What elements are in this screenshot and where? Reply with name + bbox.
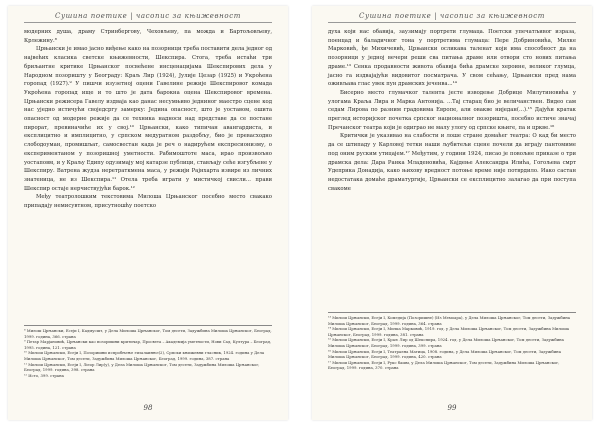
footnote: ¹⁶ Милош Црњански, Есеји I, Театрална Матица, 1908. година, у Дела Милоша Црњанског, Том десети, Задужбина Милоша Црњанског, Београд, 1999. година, 420. страна (328, 348, 561, 360)
footnote: ¹³ Милош Црњански, Есеји I, Комедија (Позоришне) (Из Мемоара), у Дела Милоша Црњанског, Том десети, Задужбина Милоша Црњанског, Београд, 1999. година, 364. страна (328, 315, 571, 326)
page-number-left: 98 (143, 404, 153, 412)
footnote: ¹⁷ Милош Црњански, Есеји I, Рукс башм, у Дела Милоша Црњанског, Том десети, Задужбина Милоша Црњанског, Београд, 1999. година, 370. страна (328, 359, 560, 371)
footnote: ⁸ Милош Црњански, Есеји I, Кадмусшт, у Дела Милоша Црњанског, Том десети, Задужбина Милоша Црњанског, Београд, 1999. година, 366. страна (24, 328, 272, 339)
paragraph: модерних душа, драму Стринбергову, Чеховљеву, па можда и Бартољовљеву, Крлежину.⁸ (24, 29, 272, 44)
paragraph: Критички је указивао на слабости и лоше стране домаћег театра: О кад би место да се штипаду у Карловој тетки наши љубитељи сцене почели да играју пантомиме под оним руским утицајем.¹⁷ Међутим, у години 1924, писао је повољне приказе о три драмска дела: Дара Ранка Младеновића, Кајдење Александра Илића, Гогољева смрт Удеприка Донадија, како њихову вредност потоње време није потврдило. Иако састан недостатака домаће драматургије, Црњански се експлицитно залагао да при поступа свакоме (328, 133, 576, 192)
paragraph: Црњански је имао јасно виђење како на позорници треба поставити дела једног од највећих класика светске књижевности, Шекспира. Стога, треба истаћи три бриљантне критике Црњанског посвећене инсценацијама Шекспирових дела у Народном позоришту у Београду: Краљ Лир (1924), Јулије Цезар (1925) и Укроћена горопад (1927).⁹ У пишчи изузетној оцени Гавелине режије Шекспировог комада Укроћена горопад ище и то што је дата барокна оцена Шекспировог времена. Црњански режисера Гавелу издваја као данас несумњиво једниног маестро сцене код нас уједно истичући своједсргу замерку: Једина опасност, што је уоставом, ошита опасност од модерне режије да се техника надноси над представе да се постане пирорат, превиначиће их у свој.¹⁰ Црњански, како типичан авангардиста, и експлицитно и имплицитно, у српском медуратном раздобљу, био је превасходно слободоуман, промишљат, самосвестан када је реч о надирућем експресионизму, о експериментаном у позоришној уметности. Рабимоштоте маса, ирао произвољно уостаповм, и у Краљу Едипу одузимају мој катарзе публици, стављају сеће изгубљене у Шекспиру. Ватрена жудза неретраткмена маса, у режији Рајнхарта извире из личних знатеница, не из Шекспира.¹¹ Отела треба играти у мистичкој свисли... прави Шекспир остаје нерчиствујући барок.¹² (24, 46, 272, 192)
left-body-text (24, 28, 272, 211)
right-page (312, 6, 592, 420)
paragraph: Бисерно место глумачког талента јесте изводење Добрице Милутиновића у улогама Краља Лира и Марка Антонија. ...Тај старац био је величанствен. Видео сам седам Лирова по разним градовима Европе, али овакве ниједан(...).¹⁵ Дајући кратак преглед историјског почетка српског националног позоришта, посебно истиче значај Пречанског театра који је одиграо не малу улогу од српске књиге, па и цркве.¹⁶ (328, 89, 576, 131)
left-page (8, 6, 288, 420)
footnote: ⁹ Петар Марјановић, Црњански као позоришни критичар, Просвета – Академија уметности, Нови Сад, Култура – Београд, 1995. година, 121. страна (24, 339, 272, 350)
right-body-text (328, 28, 576, 193)
footnote: ¹² Исто, 399. страна (24, 372, 64, 378)
left-footnotes (24, 325, 272, 378)
running-head-right: Сушина поетике | часопис за књижевност (328, 12, 576, 23)
page-number-right: 99 (447, 404, 457, 412)
footnote: ¹¹ Милош Црњански, Есеји I, Љеор Лир(у), у Дела Милоша Црњанског, Том десети, Задужбина Милоша Црњанског, Београд, 1999. година, 398. страна (24, 361, 260, 373)
running-head-left: Сушина поетике | часопис за књижевност (24, 12, 272, 23)
paragraph: духа који нас обавија, заузимају портрети глумаца. Поетски упечатљивог израза, поенцад и баладичног тона у портретима глумаца: Пере Добриновића, Милке Марковић, ђе Михичевић, Црњански осликава таленат који има способност да на позорници у једној вечери реши сва питања драме или отвори сто нових питања драме.¹³ Сенка продавности живота обавија бића драмске хероине, великог глумца, јасно га издвајајући видовитог посматрача. У свом сећању, Црњански пред нама оживљава глас увек пун драмских јеченва...¹⁴ (328, 29, 576, 88)
footnote: ¹⁴ Милош Црњански, Есеји I, Милка Марковић, 1919. год. у Дела Милоша Црњанског, Том десети, Задужбина Милоша Црњанског, Београд, 1999. година, 381. страна (328, 326, 570, 337)
right-footnotes (328, 312, 576, 371)
footnote: ¹⁰ Милош Црњански, Есеји I, Позоришни испробњење гизалаинње(2), Српски књижевни гласник, 1924. година у Дела Милоша Црњанског, Том десети, Задужбина Милоша Црњанског, Београд, 1999. година, 387. страна (24, 350, 265, 361)
paragraph: Међу театролошким текстовима Милоша Црњанског посебно место свакако припадају немисувтном, присутношћу поетско (24, 194, 272, 210)
footnote: ¹⁵ Милош Црњански, Есеји I, Краљ Лир од Шекспира, 1924. год. у Дела Милоша Црњанског, Том десети, Задужбина Милоша Црњанског, Београд, 1999. година, 399. страна (328, 337, 564, 348)
